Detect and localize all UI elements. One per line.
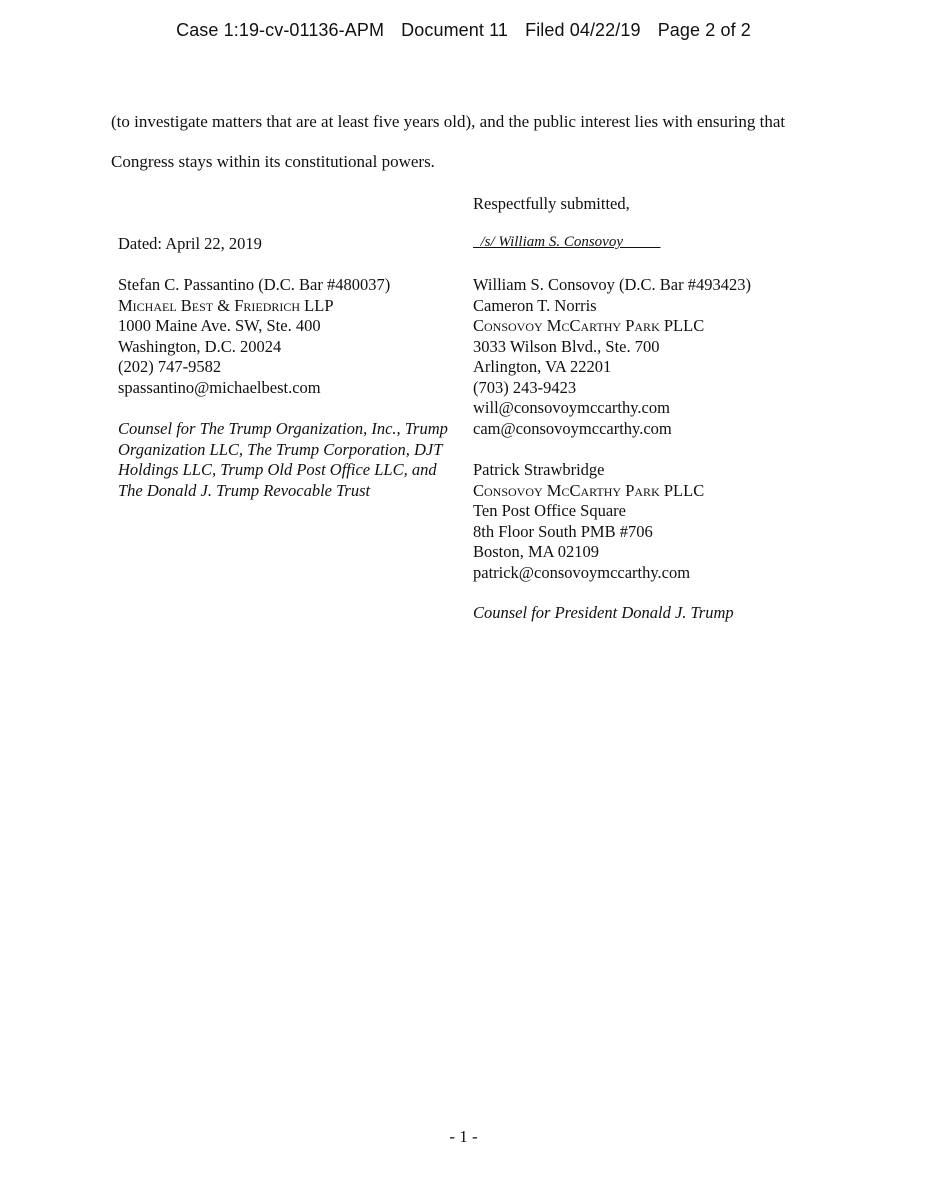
page-number: - 1 - <box>449 1127 478 1146</box>
left-role-line: Holdings LLC, Trump Old Post Office LLC, and <box>118 460 437 479</box>
left-counsel-block <box>118 275 390 398</box>
left-role-line: Counsel for The Trump Organization, Inc., Trump <box>118 419 448 438</box>
right-counsel-name-1: William S. Consovoy (D.C. Bar #493423) <box>473 275 751 294</box>
body-line-2: Congress stays within its constitutional powers. <box>111 152 435 171</box>
right-counsel-name-3: Patrick Strawbridge <box>473 460 605 479</box>
signature-line <box>473 234 661 251</box>
right-counsel-address-1: 3033 Wilson Blvd., Ste. 700 <box>473 336 660 356</box>
closing-text: Respectfully submitted, <box>473 194 630 213</box>
dated-line: Dated: April 22, 2019 <box>118 234 262 253</box>
left-counsel-firm: Michael Best & Friedrich LLP <box>118 295 334 315</box>
right-counsel-email-1: will@consovoymccarthy.com <box>473 398 670 417</box>
right-counsel-phone: (703) 243-9423 <box>473 377 577 397</box>
right-counsel-block-2 <box>473 460 704 583</box>
filed-date: Filed 04/22/19 <box>525 20 641 40</box>
left-counsel-address-1: 1000 Maine Ave. SW, Ste. 400 <box>118 316 321 335</box>
right-counsel-address-4: 8th Floor South PMB #706 <box>473 521 653 541</box>
page-count: Page 2 of 2 <box>657 20 751 40</box>
body-line-1: (to investigate matters that are at least five years old), and the public interest lies with ensuring that <box>111 112 786 131</box>
right-counsel-address-3: Ten Post Office Square <box>473 501 626 520</box>
right-counsel-block <box>473 275 751 439</box>
signature: /s/ William S. Consovoy <box>480 234 623 250</box>
left-counsel-address-2: Washington, D.C. 20024 <box>118 336 282 356</box>
left-role-line: Organization LLC, The Trump Corporation, DJT <box>118 439 443 459</box>
right-counsel-email-2: cam@consovoymccarthy.com <box>473 418 672 438</box>
left-counsel-email: spassantino@michaelbest.com <box>118 377 321 397</box>
left-counsel-phone: (202) 747-9582 <box>118 357 222 376</box>
right-counsel-firm-2: Consovoy McCarthy Park PLLC <box>473 480 705 500</box>
right-counsel-role: Counsel for President Donald J. Trump <box>473 603 734 622</box>
left-counsel-name: Stefan C. Passantino (D.C. Bar #480037) <box>118 275 391 294</box>
right-counsel-address-2: Arlington, VA 22201 <box>473 357 612 376</box>
right-counsel-name-2: Cameron T. Norris <box>473 295 597 315</box>
right-counsel-firm: Consovoy McCarthy Park PLLC <box>473 316 705 335</box>
right-counsel-address-5: Boston, MA 02109 <box>473 542 600 561</box>
left-counsel-role <box>118 419 448 501</box>
case-number: Case 1:19-cv-01136-APM <box>176 20 385 40</box>
left-role-line: The Donald J. Trump Revocable Trust <box>118 480 371 500</box>
right-counsel-email-3: patrick@consovoymccarthy.com <box>473 562 691 582</box>
case-header <box>0 20 927 41</box>
document-number: Document 11 <box>401 20 508 40</box>
